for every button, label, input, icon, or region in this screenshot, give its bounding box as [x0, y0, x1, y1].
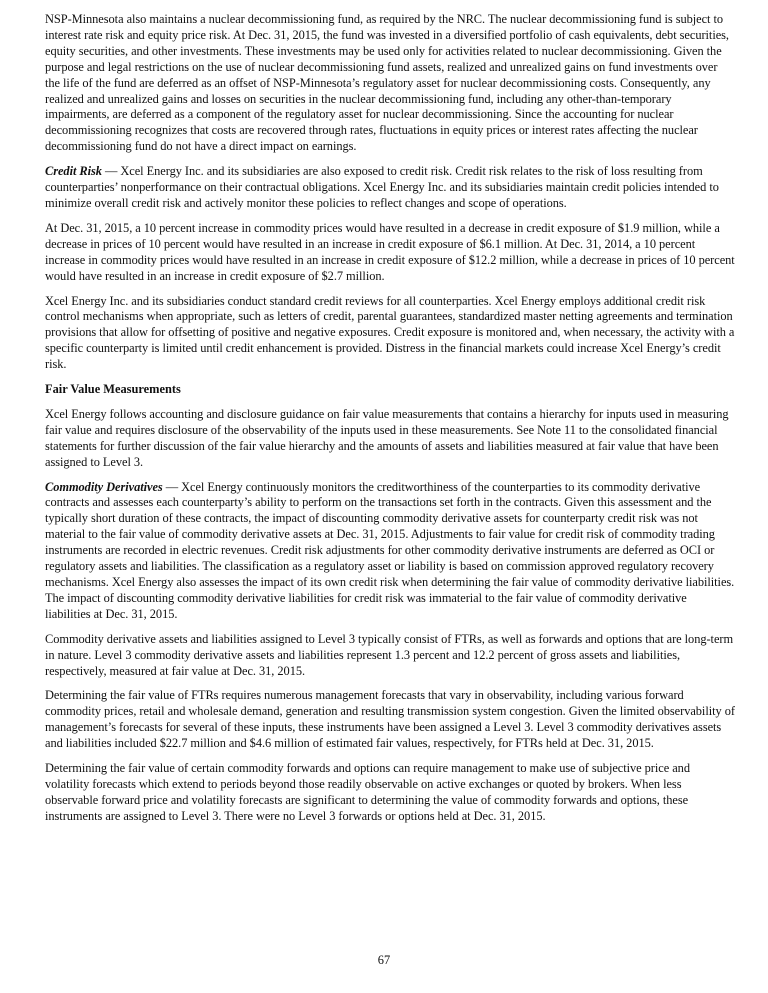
- paragraph-text: NSP-Minnesota also maintains a nuclear decommissioning fund, as required by the NRC. The nuclear decommissioning fund is subject to interest rate risk and equity price risk. At Dec. 31, 2015, the fund was invested in a diversified portfolio of cash equivalents, debt securities, equity securities, and other investments. These investments may be used only for activities related to nuclear decommissioning. Given the purpose and legal restrictions on the use of nuclear decommissioning fund assets, realized and unrealized gains on fund investments over the life of the fund are deferred as an offset of NSP-Minnesota’s regulatory asset for nuclear decommissioning costs. Consequently, any realized and unrealized gains and losses on securities in the nuclear decommissioning fund, including any other-than-temporary impairments, are deferred as a component of the regulatory asset for nuclear decommissioning. Since the accounting for nuclear decommissioning recognizes that costs are recovered through rates, fluctuations in equity prices or interest rates affecting the nuclear decommissioning fund do not have a direct impact on earnings.: [45, 12, 729, 154]
- paragraph-credit-exposure: [45, 221, 735, 285]
- paragraph-text: Commodity derivative assets and liabilities assigned to Level 3 typically consist of FTRs, as well as forwards and options that are long-term in nature. Level 3 commodity derivative assets and liabilities represent 1.3 percent and 12.2 percent of gross assets and liabilities, respectively, measured at fair value at Dec. 31, 2015.: [45, 631, 734, 678]
- paragraph-level3-composition: [45, 632, 735, 680]
- section-heading-fair-value-measurements: Fair Value Measurements: [45, 382, 181, 397]
- paragraph-credit-reviews: [45, 294, 735, 374]
- paragraph-lead-credit-risk: Credit Risk: [45, 164, 102, 179]
- paragraph-text: — Xcel Energy Inc. and its subsidiaries are also exposed to credit risk. Credit risk relates to the risk of loss resulting from counterparties’ nonperformance on their contractual obligations. Xcel Energy Inc. and its subsidiaries maintain credit policies intended to minimize overall credit risk and actively monitor these policies to reflect changes and scope of operations.: [45, 164, 719, 210]
- paragraph-commodity-derivatives: [45, 480, 735, 623]
- paragraph-text: — Xcel Energy continuously monitors the creditworthiness of the counterparties to its commodity derivative contracts and assesses each counterparty’s ability to perform on the transactions set forth in the contracts. Given this assessment and the typically short duration of these contracts, the impact of discounting commodity derivative assets for counterparty credit risk was not material to the fair value of commodity derivative assets at Dec. 31, 2015. Adjustments to fair value for credit risk of commodity trading instruments are recorded in electric revenues. Credit risk adjustments for other commodity derivative instruments are deferred as OCI or regulatory assets and liabilities. The classification as a regulatory asset or liability is based on commission approved regulatory recovery mechanisms. Xcel Energy also assesses the impact of its own credit risk when determining the fair value of commodity derivative liabilities. The impact of discounting commodity derivative liabilities for credit risk was immaterial to the fair value of commodity derivative liabilities at Dec. 31, 2015.: [45, 479, 735, 621]
- paragraph-lead-commodity-derivatives: Commodity Derivatives: [45, 479, 163, 494]
- paragraph-text: Determining the fair value of FTRs requires numerous management forecasts that vary in observability, including various forward commodity prices, retail and wholesale demand, generation and resulting transmission system congestion. Given the limited observability of management’s forecasts for several of these inputs, these instruments have been assigned a Level 3. Level 3 commodity derivatives assets and liabilities included $22.7 million and $4.6 million of estimated fair values, respectively, for FTRs held at Dec. 31, 2015.: [45, 688, 735, 751]
- paragraph-fair-value-guidance: [45, 407, 735, 471]
- paragraph-text: Xcel Energy Inc. and its subsidiaries conduct standard credit reviews for all counterparties. Xcel Energy employs additional credit risk control mechanisms when appropriate, such as letters of credit, parental guarantees, standardized master netting agreements and termination provisions that allow for offsetting of positive and negative exposures. Credit exposure is monitored and, when necessary, the activity with a specific counterparty is limited until credit enhancement is provided. Distress in the financial markets could increase Xcel Energy’s credit risk.: [45, 293, 735, 372]
- paragraph-text: Xcel Energy follows accounting and disclosure guidance on fair value measurements that contains a hierarchy for inputs used in measuring fair value and requires disclosure of the observability of the inputs used in these measurements. See Note 11 to the consolidated financial statements for further discussion of the fair value hierarchy and the amounts of assets and liabilities measured at fair value that have been assigned to Level 3.: [45, 406, 729, 469]
- page-number: 67: [377, 953, 391, 967]
- paragraph-text: Determining the fair value of certain commodity forwards and options can require management to make use of subjective price and volatility forecasts which extend to periods beyond those readily observable on active exchanges or quoted by brokers. When less observable forward price and volatility forecasts are significant to determining the value of commodity forwards and options, these instruments are assigned to Level 3. There were no Level 3 forwards or options held at Dec. 31, 2015.: [45, 761, 690, 823]
- paragraph-forwards-options: [45, 761, 735, 825]
- paragraph-credit-risk: [45, 164, 735, 212]
- paragraph-ftr-fair-value: [45, 688, 735, 752]
- paragraph-text: At Dec. 31, 2015, a 10 percent increase in commodity prices would have resulted in a decrease in credit exposure of $1.9 million, while a decrease in prices of 10 percent would have resulted in an increase in credit exposure of $6.1 million. At Dec. 31, 2014, a 10 percent increase in commodity prices would have resulted in an increase in credit exposure of $12.2 million, while a decrease in prices of 10 percent would have resulted in an increase in credit exposure of $2.7 million.: [45, 220, 735, 283]
- document-page: [45, 12, 735, 834]
- paragraph-nuclear-decommissioning-fund: [45, 12, 735, 155]
